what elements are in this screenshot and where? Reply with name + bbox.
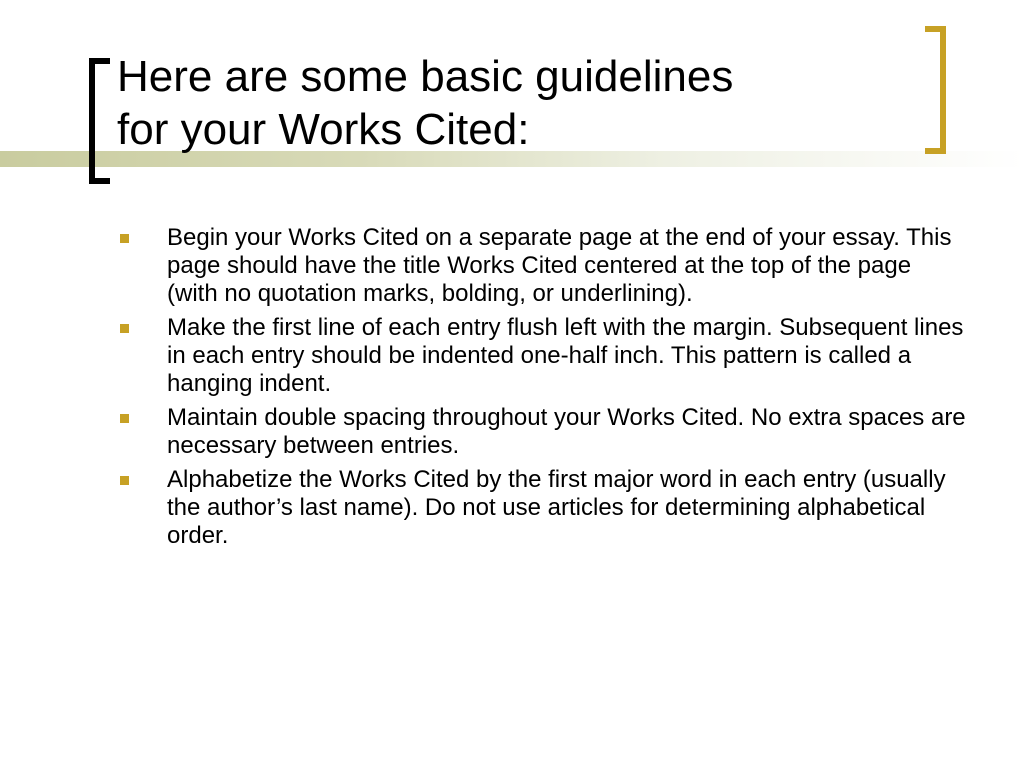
bullet-text: Begin your Works Cited on a separate page at the end of your essay. This page should have the title Works Cited centered at the top of the page (with no quotation marks, bolding, or underlining). <box>167 224 952 307</box>
right-bracket-ornament <box>925 26 947 154</box>
bullet-item <box>118 314 968 398</box>
square-bullet-icon <box>120 324 129 333</box>
square-bullet-icon <box>120 414 129 423</box>
left-bracket-ornament <box>88 58 110 184</box>
bullet-item <box>118 224 968 308</box>
square-bullet-icon <box>120 476 129 485</box>
bullet-item <box>118 466 968 550</box>
square-bullet-icon <box>120 234 129 243</box>
bullet-text: Alphabetize the Works Cited by the first major word in each entry (usually the author’s last name). Do not use articles for determining alphabetical order. <box>167 466 946 549</box>
bullet-text: Maintain double spacing throughout your Works Cited. No extra spaces are necessary between entries. <box>167 404 966 459</box>
bullet-list <box>118 224 968 556</box>
bullet-text: Make the first line of each entry flush left with the margin. Subsequent lines in each entry should be indented one-half inch. This pattern is called a hanging indent. <box>167 314 964 397</box>
slide-title: Here are some basic guidelines for your Works Cited: <box>117 52 734 154</box>
bullet-item <box>118 404 968 460</box>
